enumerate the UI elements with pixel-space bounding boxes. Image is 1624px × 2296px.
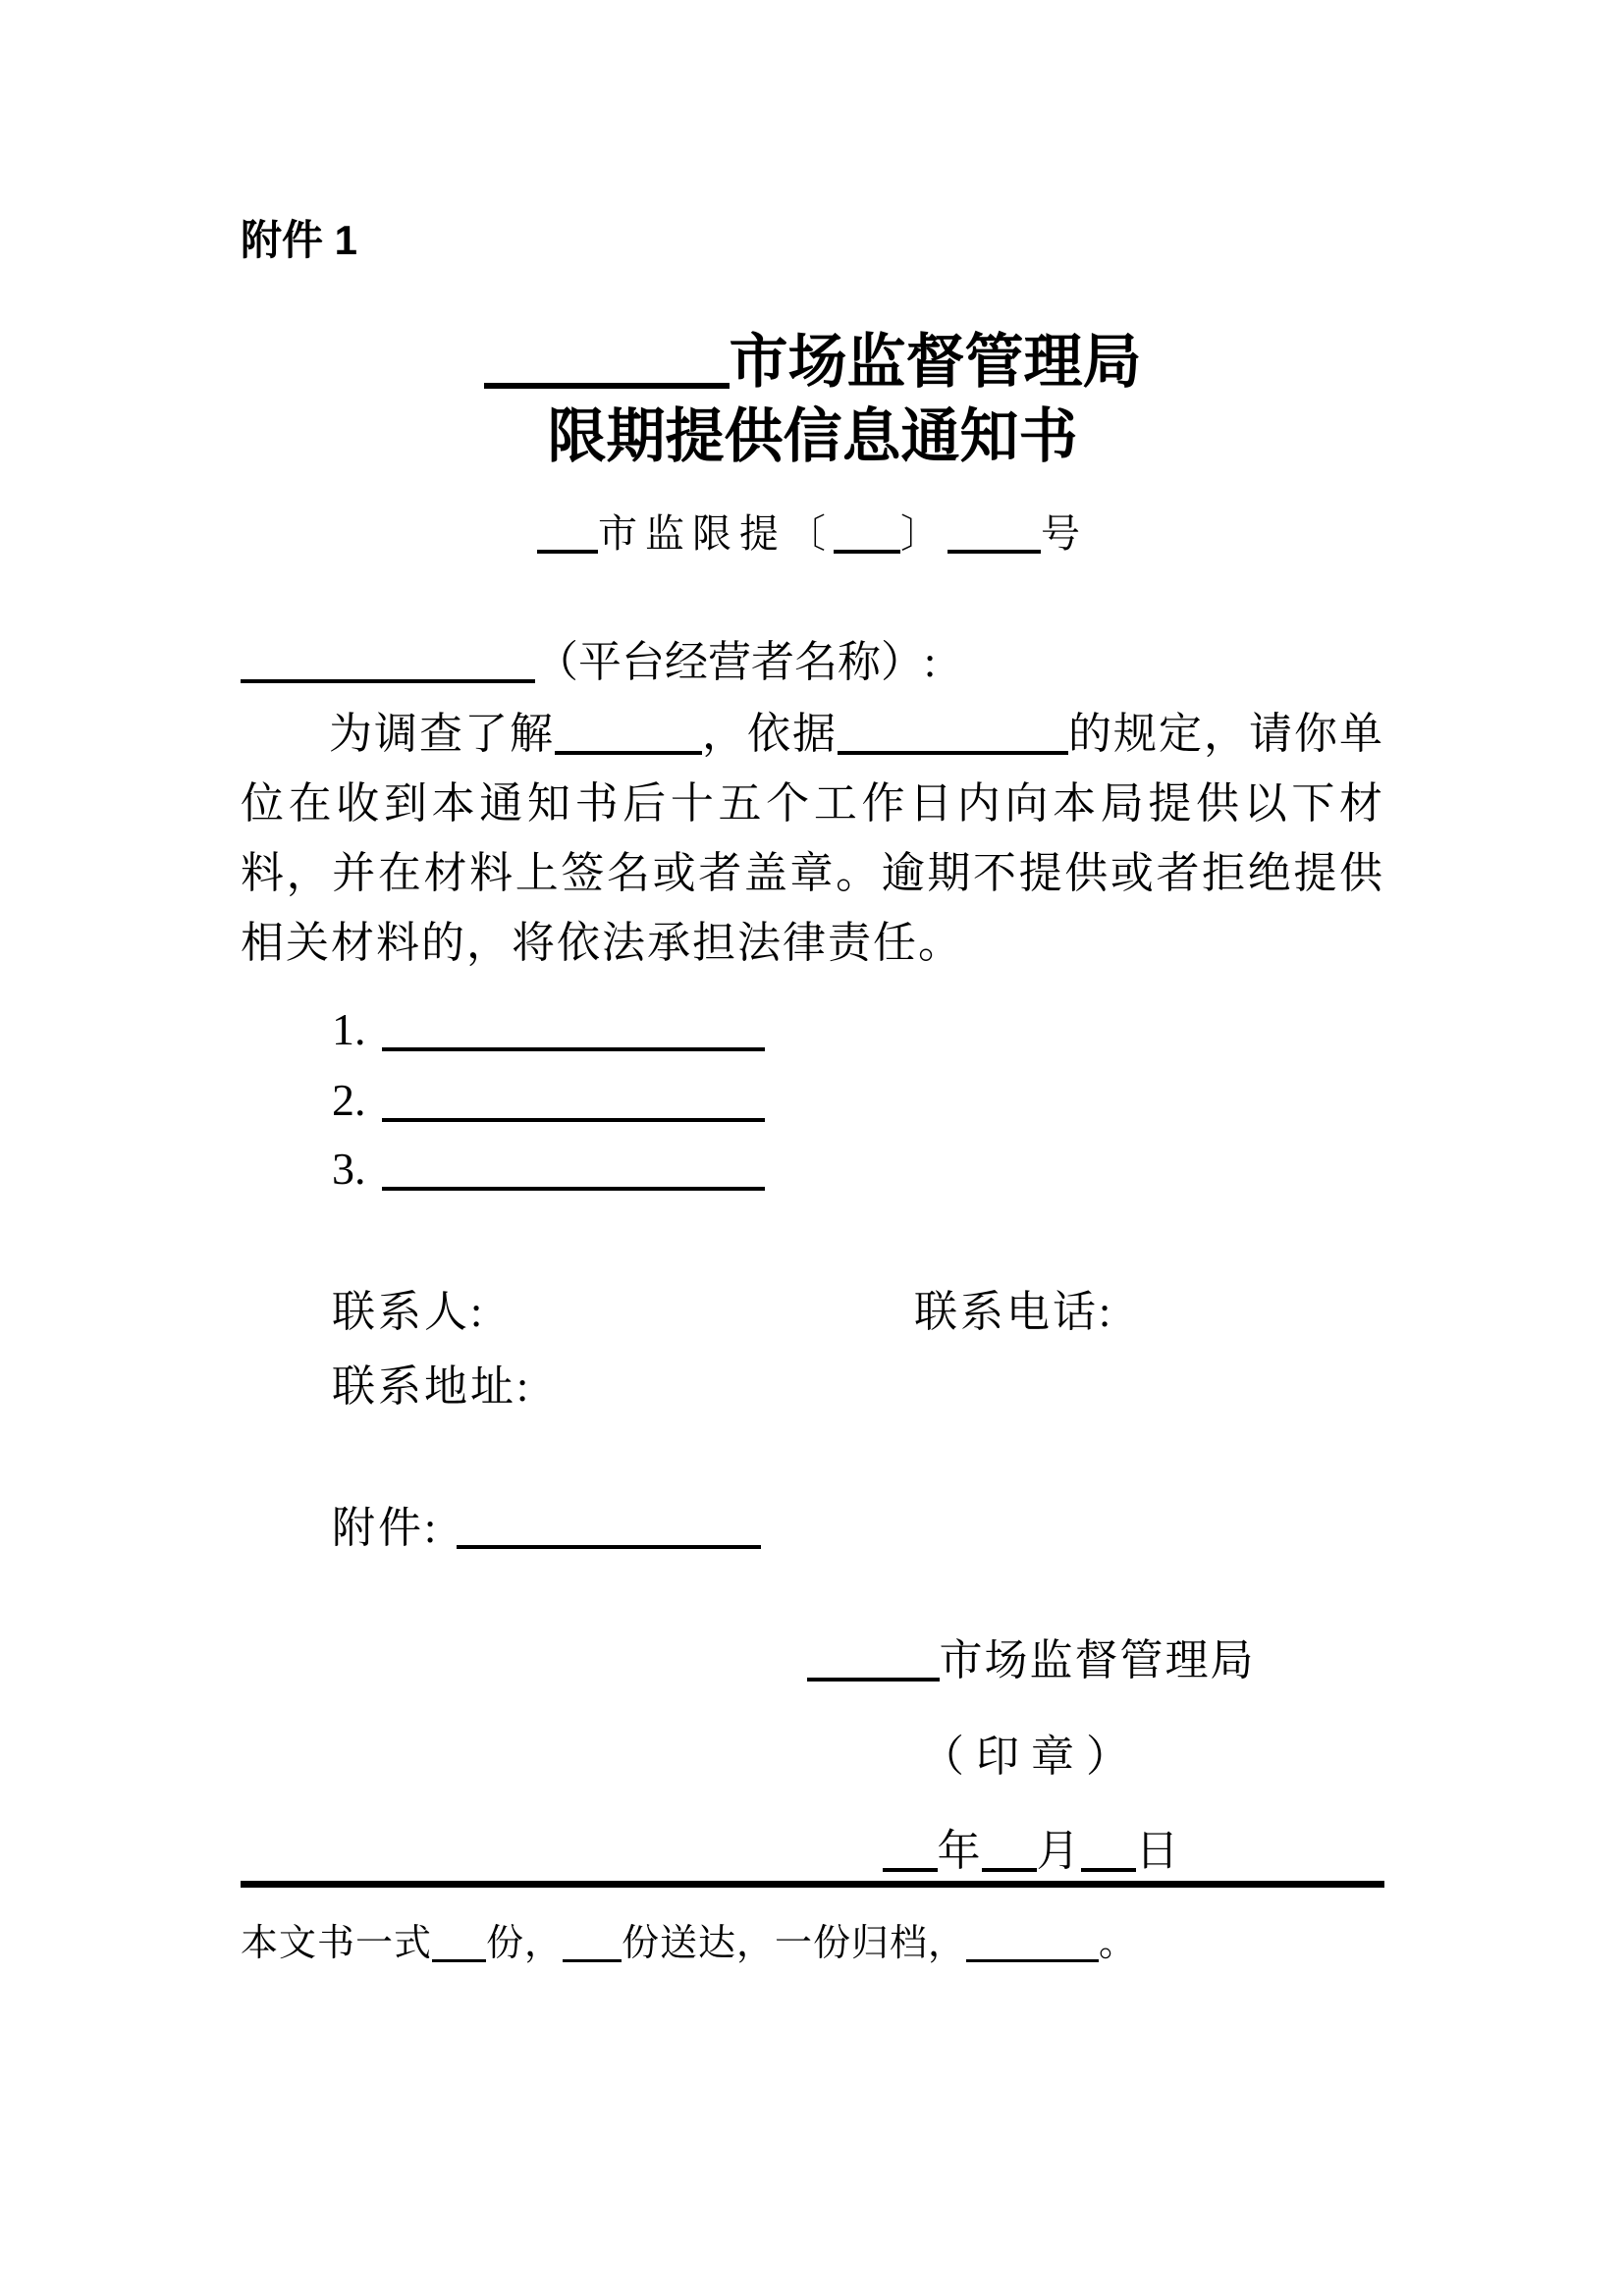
docnum-bracket-open: 〔 [786, 511, 834, 556]
blank-investigation-matter [555, 712, 702, 755]
footer-seg4: 。 [1099, 1923, 1138, 1964]
list-item-1 [332, 1003, 765, 1055]
blank-year [883, 1829, 938, 1872]
blank-platform-name [241, 640, 535, 683]
title-agency-text: 市场监督管理局 [729, 329, 1142, 395]
blank-material-1 [382, 1007, 765, 1051]
blank-attachment [457, 1506, 761, 1549]
attachment-label: 附件: [332, 1504, 440, 1552]
paragraph-seg2: ，依据 [702, 710, 838, 758]
docnum-bracket-close: 〕 [900, 511, 947, 556]
signature-date-line [776, 1815, 1286, 1878]
blank-material-2 [382, 1078, 765, 1122]
blank-month [982, 1829, 1037, 1872]
document-title-line2: 限期提供信息通知书 [547, 403, 1078, 469]
contact-address-label: 联系地址: [332, 1362, 532, 1411]
contact-line [332, 1276, 1382, 1339]
contact-person-label: 联系人: [332, 1288, 486, 1336]
blank-docnum-serial [947, 514, 1041, 554]
signature-agency-text: 市场监督管理局 [939, 1636, 1256, 1684]
blank-archive-note [966, 1926, 1099, 1962]
footer-seg2: 份， [486, 1923, 564, 1964]
blank-material-3 [382, 1147, 765, 1191]
footer-divider [241, 1881, 1384, 1888]
blank-docnum-year [834, 514, 900, 554]
blank-signature-agency-prefix [807, 1638, 940, 1682]
list-number-1: 1. [332, 1004, 366, 1054]
attachment-number: 附件 1 [241, 217, 358, 263]
blank-agency-prefix [484, 330, 730, 389]
blank-legal-basis [838, 712, 1068, 755]
day-label: 日 [1135, 1827, 1180, 1875]
paragraph-seg1: 为调查了解 [329, 710, 555, 758]
document-title-line1 [241, 328, 1384, 396]
blank-total-copies [432, 1926, 486, 1962]
signature-agency-line [776, 1625, 1286, 1687]
docnum-suffix: 号 [1041, 511, 1088, 556]
paragraph-seg3: 的规定，请你单位在收到本通知书后十五个工作日内向本局提供以下材料，并在材料上签名或者盖章。逾期不提供或者拒绝提供相关材料的，将依法承担法律责任。 [241, 710, 1384, 967]
list-number-2: 2. [332, 1075, 366, 1125]
signature-block [776, 1625, 1286, 1878]
blank-docnum-prefix [537, 514, 598, 554]
attachment-line [332, 1492, 761, 1555]
blank-day [1081, 1829, 1136, 1872]
contact-address-line [332, 1351, 531, 1414]
footer-note [241, 1912, 1384, 1966]
addressee-line [241, 626, 1384, 689]
list-item-3 [332, 1143, 765, 1195]
footer-seg1: 本文书一式 [241, 1923, 433, 1964]
list-item-2 [332, 1074, 765, 1126]
body-paragraph [241, 699, 1384, 978]
list-number-3: 3. [332, 1144, 366, 1194]
month-label: 月 [1036, 1827, 1081, 1875]
document-number-line [241, 503, 1384, 559]
contact-phone-label: 联系电话: [914, 1288, 1114, 1336]
blank-delivered-copies [563, 1926, 622, 1962]
signature-seal: （印章） [921, 1733, 1141, 1781]
docnum-agency: 市监限提 [598, 511, 786, 556]
year-label: 年 [937, 1827, 982, 1875]
addressee-label: （平台经营者名称）: [535, 638, 937, 686]
footer-seg3: 份送达，一份归档， [622, 1923, 967, 1964]
